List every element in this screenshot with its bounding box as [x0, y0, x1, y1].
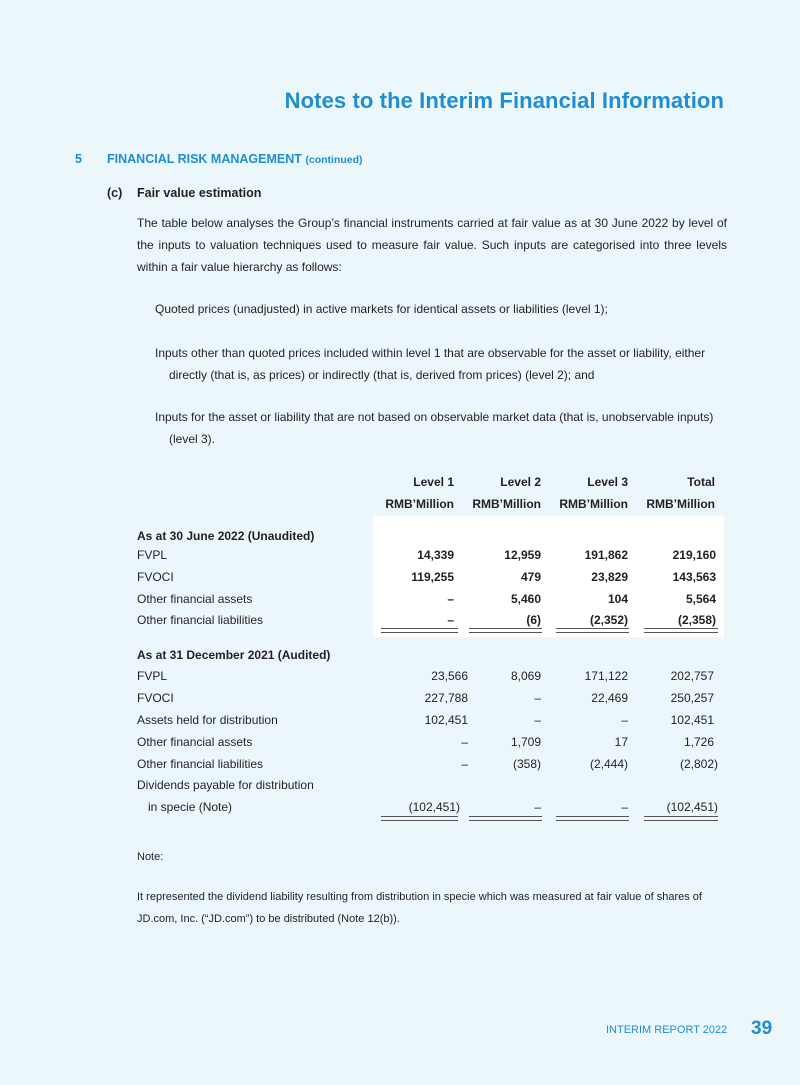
cell: 14,339: [417, 548, 454, 562]
row-label: Assets held for distribution: [137, 713, 278, 727]
section-title: [107, 152, 363, 166]
cell: –: [461, 735, 468, 749]
cell: 479: [520, 570, 541, 584]
cell: –: [534, 713, 541, 727]
cell: 219,160: [672, 548, 716, 562]
cell: 102,451: [424, 713, 468, 727]
double-underline: [556, 816, 629, 821]
cell: –: [534, 800, 541, 814]
bullet-level-3: [155, 406, 715, 450]
note-text: It represented the dividend liability resulting from distribution in specie which was measured at fair value of shares of JD.com, Inc. (“JD.com”) to be distributed (Note 12(b)).: [137, 891, 702, 925]
group-heading-2021: As at 31 December 2021 (Audited): [137, 648, 331, 662]
cell: 143,563: [672, 570, 716, 584]
double-underline: [381, 816, 458, 821]
cell: 1,709: [510, 735, 541, 749]
column-unit-level-1: RMB’Million: [385, 497, 454, 511]
column-unit-level-3: RMB’Million: [559, 497, 628, 511]
column-unit-total: RMB’Million: [646, 497, 715, 511]
subsection-number: (c): [107, 186, 123, 200]
row-label: FVPL: [137, 669, 168, 683]
bullet-text: Quoted prices (unadjusted) in active markets for identical assets or liabilities (level 1);: [155, 302, 608, 316]
cell: (6): [526, 613, 541, 627]
cell: 23,566: [431, 669, 468, 683]
cell: –: [447, 613, 454, 627]
cell: –: [447, 592, 454, 606]
page-title: Notes to the Interim Financial Information: [284, 88, 724, 113]
double-underline: [644, 628, 718, 633]
cell: 119,255: [411, 570, 454, 584]
column-header-level-2: Level 2: [500, 475, 541, 489]
bullet-level-1: [155, 298, 715, 320]
note-label: Note:: [137, 851, 164, 863]
cell: 22,469: [591, 691, 628, 705]
row-label: FVOCI: [137, 570, 174, 584]
cell: (2,352): [589, 613, 628, 627]
cell: (2,358): [677, 613, 716, 627]
bullet-text: Inputs other than quoted prices included within level 1 that are observable for the asset or liability, either: [155, 346, 706, 360]
cell: 5,564: [685, 592, 716, 606]
column-header-level-1: Level 1: [413, 475, 454, 489]
double-underline: [469, 628, 542, 633]
cell: (102,451): [666, 800, 718, 814]
cell: 1,726: [683, 735, 714, 749]
row-label: FVOCI: [137, 691, 174, 705]
group-heading-2022: As at 30 June 2022 (Unaudited): [137, 529, 315, 543]
cell: (2,802): [679, 757, 718, 771]
page-number: 39: [751, 1018, 773, 1039]
double-underline: [556, 628, 629, 633]
cell: 8,069: [510, 669, 541, 683]
cell: 104: [607, 592, 628, 606]
cell: –: [621, 713, 628, 727]
intro-paragraph: The table below analyses the Group’s financial instruments carried at fair value as at 30 June 2022 by level of the inputs to valuation techniques used to measure fair value. Such inputs are categorised into three levels within a fair value hierarchy as follows:: [137, 216, 727, 274]
cell: 17: [614, 735, 628, 749]
double-underline: [469, 816, 542, 821]
cell: (102,451): [408, 800, 460, 814]
cell: 227,788: [424, 691, 468, 705]
row-label: Other financial liabilities: [137, 613, 264, 627]
bullet-text: Inputs for the asset or liability that are not based on observable market data (that is, unobservable inputs): [155, 410, 714, 424]
row-label: Other financial assets: [137, 735, 253, 749]
double-underline: [644, 816, 718, 821]
cell: 12,959: [504, 548, 541, 562]
section-number: 5: [75, 152, 82, 166]
cell: 5,460: [510, 592, 541, 606]
row-label: Dividends payable for distribution: [137, 778, 314, 792]
cell: 23,829: [591, 570, 628, 584]
bullet-continuation: directly (that is, as prices) or indirectly (that is, derived from prices) (level 2); and: [169, 368, 595, 382]
cell: –: [461, 757, 468, 771]
row-label-continuation: in specie (Note): [148, 800, 233, 814]
bullet-continuation: (level 3).: [169, 432, 216, 446]
row-label: FVPL: [137, 548, 168, 562]
cell: (358): [512, 757, 541, 771]
section-title-text: FINANCIAL RISK MANAGEMENT: [107, 152, 302, 166]
cell: 171,122: [584, 669, 628, 683]
cell: –: [534, 691, 541, 705]
cell: 102,451: [670, 713, 714, 727]
column-unit-level-2: RMB’Million: [472, 497, 541, 511]
cell: 250,257: [670, 691, 714, 705]
cell: 202,757: [670, 669, 714, 683]
cell: (2,444): [589, 757, 628, 771]
cell: –: [621, 800, 628, 814]
cell: 191,862: [584, 548, 628, 562]
column-header-total: Total: [687, 475, 715, 489]
double-underline: [381, 628, 458, 633]
section-subtitle: (continued): [305, 154, 363, 166]
row-label: Other financial assets: [137, 592, 253, 606]
row-label: Other financial liabilities: [137, 757, 264, 771]
bullet-level-2: [155, 342, 715, 386]
column-header-level-3: Level 3: [587, 475, 628, 489]
subsection-title: Fair value estimation: [137, 186, 262, 200]
footer-report-label: INTERIM REPORT 2022: [606, 1024, 728, 1036]
